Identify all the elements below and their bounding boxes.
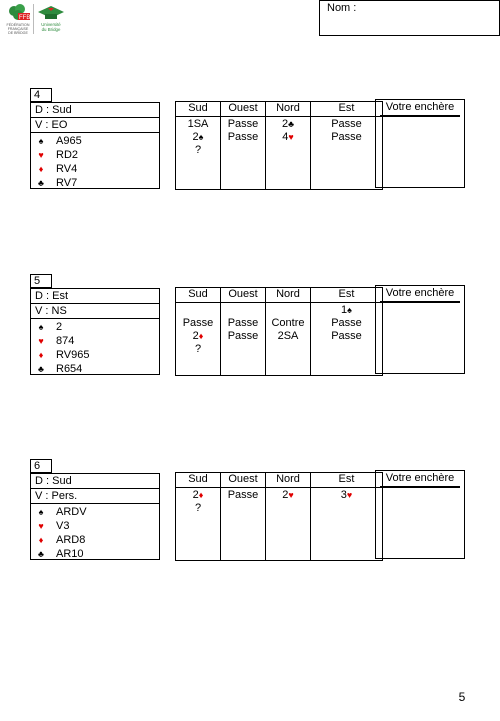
bid-column-header: Nord	[266, 102, 310, 117]
deal-number: 6	[30, 459, 52, 473]
spade-icon: ♠	[38, 136, 44, 146]
bid-column	[266, 102, 311, 189]
bid-column	[311, 473, 382, 560]
bid-cell: 2SA	[277, 330, 299, 342]
answer-underline	[380, 301, 460, 303]
suit-cards: ARD8	[56, 534, 86, 546]
bid-cell: Passe	[331, 317, 362, 329]
suit-cards: RV965	[56, 349, 90, 361]
ffb-text-line2: FRANÇAISE	[7, 27, 29, 31]
answer-underline	[380, 486, 460, 488]
suit-cards: AR10	[56, 548, 84, 560]
spade-icon: ♠	[347, 305, 352, 315]
suit-row-hearts	[31, 520, 159, 533]
name-field[interactable]	[319, 0, 500, 36]
suit-cards: A965	[56, 135, 82, 147]
suit-cards: ARDV	[56, 506, 87, 518]
suit-cards: V3	[56, 520, 70, 532]
bid-cell: Passe	[227, 317, 259, 329]
hand-box	[30, 473, 160, 560]
club-icon: ♣	[288, 119, 295, 129]
diamond-icon: ♦	[198, 490, 204, 500]
heart-icon: ♥	[38, 150, 44, 160]
deal-number: 4	[30, 88, 52, 102]
bid-cell: 2♦	[192, 330, 204, 342]
suit-cards: 2	[56, 321, 63, 333]
suit-row-hearts	[31, 149, 159, 162]
bid-cell: 2♣	[281, 118, 295, 130]
bid-column-header: Est	[311, 288, 382, 303]
spade-icon: ♠	[38, 322, 44, 332]
page-number: 5	[458, 690, 466, 704]
bid-column-header: Ouest	[221, 288, 265, 303]
suit-cards: R654	[56, 363, 83, 375]
diamond-icon: ♦	[38, 350, 44, 360]
ffb-text-line1: FÉDÉRATION	[6, 23, 30, 27]
diamond-icon: ♦	[38, 164, 44, 174]
header-logos	[0, 0, 70, 40]
name-label: Nom :	[327, 2, 357, 14]
bidding-table	[175, 101, 383, 190]
heart-icon: ♥	[346, 490, 353, 500]
bid-column	[221, 102, 266, 189]
bid-column	[176, 102, 221, 189]
logo-divider	[33, 4, 34, 34]
ub-text-line1: Université	[41, 22, 61, 27]
graduation-cap-icon	[36, 3, 66, 23]
suit-cards: RD2	[56, 149, 79, 161]
club-icon: ♣	[38, 549, 44, 559]
answer-box[interactable]	[375, 99, 465, 188]
answer-underline	[380, 115, 460, 117]
diamond-icon: ♦	[198, 331, 204, 341]
heart-icon: ♥	[38, 336, 44, 346]
heart-icon: ♥	[288, 132, 294, 142]
bid-column	[176, 473, 221, 560]
suit-row-clubs	[31, 548, 159, 561]
bid-column	[311, 288, 382, 375]
bid-cell: 2♦	[192, 489, 204, 501]
bid-cell: ?	[194, 502, 202, 514]
bid-cell: 4♥	[282, 131, 294, 143]
answer-box[interactable]	[375, 470, 465, 559]
suit-cards: 874	[56, 335, 75, 347]
bid-column-header: Est	[311, 473, 382, 488]
bidding-table	[175, 472, 383, 561]
ffb-logo	[4, 3, 32, 35]
dealer-label: D : Est	[31, 289, 159, 304]
bid-cell: Passe	[182, 317, 214, 329]
answer-box[interactable]	[375, 285, 465, 374]
dealer-label: D : Sud	[31, 474, 159, 489]
bid-column-header: Ouest	[221, 102, 265, 117]
bid-cell: Passe	[227, 330, 259, 342]
spade-icon: ♠	[198, 132, 204, 142]
bid-cell: Passe	[331, 131, 362, 143]
suit-row-hearts	[31, 335, 159, 348]
bid-column-header: Est	[311, 102, 382, 117]
bid-cell: Contre	[271, 317, 305, 329]
suit-row-spades	[31, 321, 159, 334]
suit-row-clubs	[31, 177, 159, 190]
bid-column	[311, 102, 382, 189]
hand-box	[30, 102, 160, 189]
bid-cell: Passe	[331, 330, 362, 342]
suit-row-diamonds	[31, 163, 159, 176]
bid-cell: ?	[194, 144, 202, 156]
bid-column-header: Sud	[176, 102, 220, 117]
bid-column-header: Sud	[176, 473, 220, 488]
suit-row-diamonds	[31, 534, 159, 547]
bid-cell: 2♠	[192, 131, 204, 143]
bid-cell: Passe	[331, 118, 362, 130]
bid-cell: 2♥	[282, 489, 294, 501]
ub-text-line2: du Bridge	[41, 27, 61, 32]
bid-column	[221, 473, 266, 560]
heart-icon: ♥	[288, 490, 294, 500]
answer-box-title: Votre enchère	[385, 101, 455, 113]
answer-box-title: Votre enchère	[385, 287, 455, 299]
bid-column	[176, 288, 221, 375]
bid-cell: ?	[194, 343, 202, 355]
bid-column	[221, 288, 266, 375]
suit-cards: RV4	[56, 163, 78, 175]
deal-number: 5	[30, 274, 52, 288]
bid-cell: 1♠	[341, 304, 352, 316]
bid-column-header: Ouest	[221, 473, 265, 488]
suit-row-spades	[31, 135, 159, 148]
bid-cell: Passe	[227, 489, 259, 501]
suit-row-clubs	[31, 363, 159, 376]
bid-column	[266, 288, 311, 375]
suit-row-diamonds	[31, 349, 159, 362]
suit-row-spades	[31, 506, 159, 519]
ffb-clover-icon	[4, 3, 32, 23]
suit-cards: RV7	[56, 177, 78, 189]
bid-cell: Passe	[227, 131, 259, 143]
bid-cell: 3♥	[340, 489, 353, 501]
club-icon: ♣	[38, 364, 44, 374]
bid-column-header: Sud	[176, 288, 220, 303]
spade-icon: ♠	[38, 507, 44, 517]
svg-text:FFB: FFB	[19, 15, 31, 21]
bid-cell: Passe	[227, 118, 259, 130]
heart-icon: ♥	[38, 521, 44, 531]
vulnerability-label: V : Pers.	[31, 489, 159, 504]
club-icon: ♣	[38, 178, 44, 188]
bid-column-header: Nord	[266, 288, 310, 303]
bid-column	[266, 473, 311, 560]
vulnerability-label: V : NS	[31, 304, 159, 319]
hand-box	[30, 288, 160, 375]
vulnerability-label: V : EO	[31, 118, 159, 133]
answer-box-title: Votre enchère	[385, 472, 455, 484]
bid-column-header: Nord	[266, 473, 310, 488]
bidding-table	[175, 287, 383, 376]
bid-cell: 1SA	[187, 118, 209, 130]
diamond-icon: ♦	[38, 535, 44, 545]
ffb-text-line3: DE BRIDGE	[8, 31, 28, 35]
universite-bridge-logo	[36, 3, 66, 35]
dealer-label: D : Sud	[31, 103, 159, 118]
